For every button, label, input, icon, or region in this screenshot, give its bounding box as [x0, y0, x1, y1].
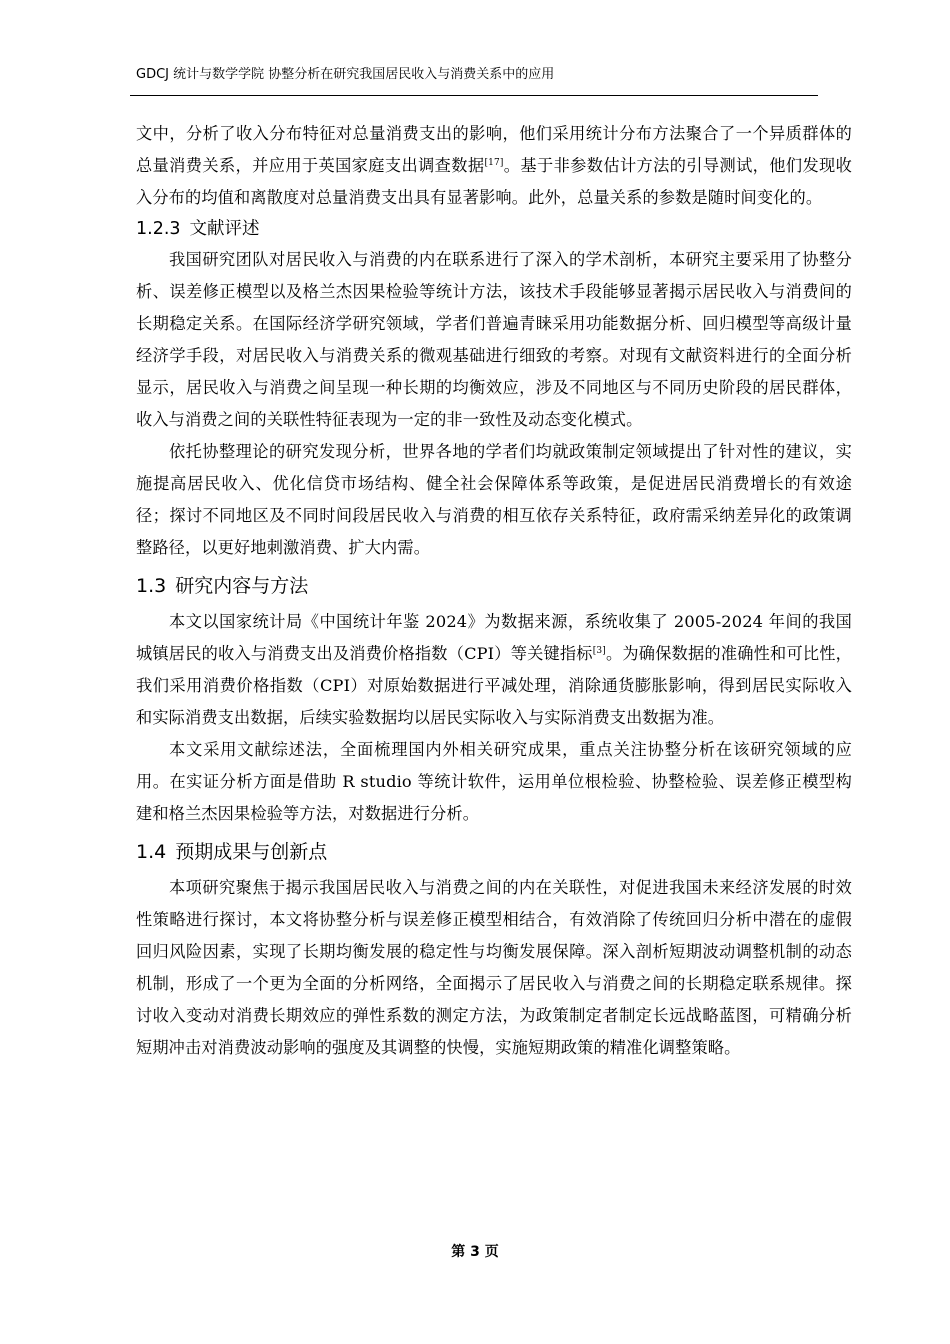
section-heading-1-3 [136, 568, 852, 604]
paragraph-expected-results: 本项研究聚焦于揭示我国居民收入与消费之间的内在关联性，对促进我国未来经济发展的时效性策略进行探讨，本文将协整分析与误差修正模型相结合，有效消除了传统回归分析中潜在的虚假回归风险因素，实现了长期均衡发展的稳定性与均衡发展保障。深入剖析短期波动调整机制的动态机制，形成了一个更为全面的分析网络，全面揭示了居民收入与消费之间的长期稳定联系规律。探讨收入变动对消费长期效应的弹性系数的测定方法，为政策制定者制定长远战略蓝图，可精确分析短期冲击对消费波动影响的强度及其调整的快慢，实施短期政策的精准化调整策略。 [136, 878, 852, 1057]
citation-ref[interactable]: [17] [484, 158, 504, 168]
section-title: 研究内容与方法 [175, 575, 309, 597]
section-number: 1.2.3 [136, 219, 181, 239]
section-title: 文献评述 [189, 219, 260, 239]
page-number: 第 3 页 [451, 1244, 499, 1260]
section-title: 预期成果与创新点 [175, 841, 328, 863]
citation-ref[interactable]: [3] [592, 646, 606, 656]
header-rule [130, 95, 818, 96]
paragraph-continued [136, 118, 852, 214]
section-number: 1.3 [136, 575, 167, 597]
paragraph-text: 本文以国家统计局《中国统计年鉴 2024》为数据来源，系统收集了 2005-2024 年间的我国城镇居民的收入与消费支出及消费价格指数（CPI）等关键指标 [136, 612, 852, 663]
running-header: GDCJ 统计与数学学院 协整分析在研究我国居民收入与消费关系中的应用 [136, 67, 555, 82]
paragraph-methods: 本文采用文献综述法，全面梳理国内外相关研究成果，重点关注协整分析在该研究领域的应用。在实证分析方面是借助 R studio 等统计软件，运用单位根检验、协整检验、误差修正模型构建和格兰杰因果检验等方法，对数据进行分析。 [136, 740, 852, 823]
section-heading-1-4 [136, 834, 852, 870]
paragraph-text: 。为确保数据的准确性和可比性，我们采用消费价格指数（CPI）对原始数据进行平减处理，消除通货膨胀影响，得到居民实际收入和实际消费支出数据，后续实验数据均以居民实际收入与实际消费支出数据为准。 [136, 644, 852, 727]
paragraph-policy: 依托协整理论的研究发现分析，世界各地的学者们均就政策制定领域提出了针对性的建议，实施提高居民收入、优化信贷市场结构、健全社会保障体系等政策，是促进居民消费增长的有效途径；探讨不同地区及不同时间段居民收入与消费的相互依存关系特征，政府需采纳差异化的政策调整路径，以更好地刺激消费、扩大内需。 [136, 442, 852, 557]
paragraph-text: 文中，分析了收入分布特征对总量消费支出的影响，他们采用统计分布方法聚合了一个异质群体的总量消费关系，并应用于英国家庭支出调查数据 [136, 124, 852, 175]
paragraph-text: 。基于非参数估计方法的引导测试，他们发现收入分布的均值和离散度对总量消费支出具有显著影响。此外，总量关系的参数是随时间变化的。 [136, 156, 852, 207]
section-number: 1.4 [136, 841, 167, 863]
paragraph-data-source [136, 606, 852, 734]
subsection-heading-1-2-3 [136, 214, 852, 244]
main-content [136, 118, 852, 1064]
paragraph-literature-review: 我国研究团队对居民收入与消费的内在联系进行了深入的学术剖析，本研究主要采用了协整分析、误差修正模型以及格兰杰因果检验等统计方法，该技术手段能够显著揭示居民收入与消费间的长期稳定关系。在国际经济学研究领域，学者们普遍青睐采用功能数据分析、回归模型等高级计量经济学手段，对居民收入与消费关系的微观基础进行细致的考察。对现有文献资料进行的全面分析显示，居民收入与消费之间呈现一种长期的均衡效应，涉及不同地区与不同历史阶段的居民群体，收入与消费之间的关联性特征表现为一定的非一致性及动态变化模式。 [136, 250, 852, 429]
